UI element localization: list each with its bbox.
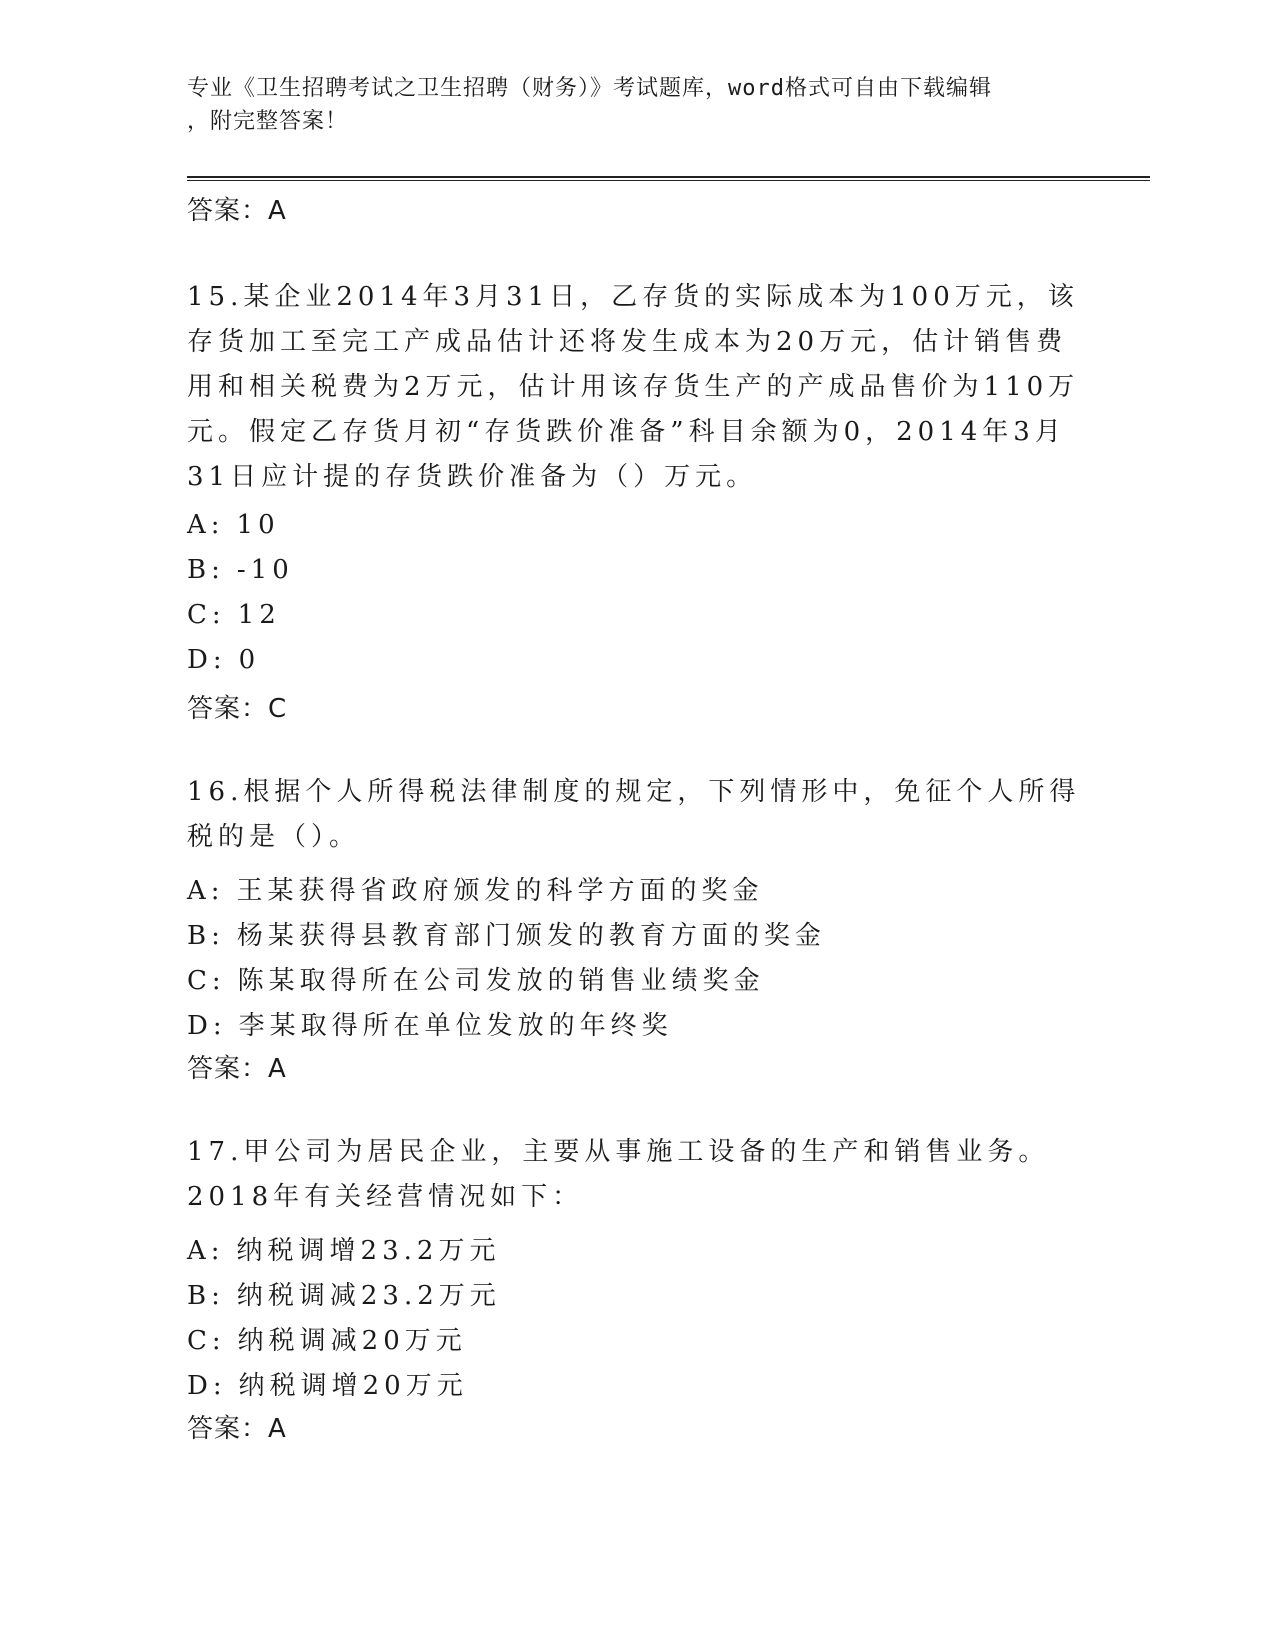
- option-key: B:: [187, 921, 225, 951]
- question-17-option-b: [187, 1275, 501, 1312]
- header-divider: [187, 176, 1150, 181]
- header-line-1: 专业《卫生招聘考试之卫生招聘（财务）》考试题库，word格式可自由下载编辑: [187, 76, 992, 101]
- option-text: 0: [238, 645, 261, 675]
- option-key: A:: [187, 876, 225, 906]
- option-key: D:: [187, 1371, 227, 1401]
- option-text: -10: [236, 555, 294, 585]
- option-key: C:: [187, 1326, 226, 1356]
- option-key: D:: [187, 645, 227, 675]
- option-key: D:: [187, 1011, 227, 1041]
- question-17-option-c: [187, 1320, 467, 1357]
- question-16-option-a: [187, 870, 764, 907]
- question-16-option-d: [187, 1005, 673, 1042]
- option-text: 王某获得省政府颁发的科学方面的奖金: [236, 876, 764, 906]
- question-16-answer: 答案：A: [187, 1054, 287, 1084]
- previous-answer: 答案：A: [187, 196, 287, 226]
- option-text: 杨某获得县教育部门颁发的教育方面的奖金: [236, 921, 826, 951]
- option-key: A:: [187, 510, 225, 540]
- question-17-stem: 17.甲公司为居民企业，主要从事施工设备的生产和销售业务。2018年有关经营情况如下：: [187, 1137, 1050, 1212]
- option-key: C:: [187, 600, 226, 630]
- header-line-2: ，附完整答案！: [187, 109, 349, 134]
- question-16-stem: 16.根据个人所得税法律制度的规定，下列情形中，免征个人所得税的是（）。: [187, 777, 1081, 852]
- question-15-option-d: [187, 645, 260, 675]
- option-text: 李某取得所在单位发放的年终奖: [238, 1011, 673, 1041]
- option-text: 陈某取得所在公司发放的销售业绩奖金: [237, 966, 765, 996]
- question-17-option-a: [187, 1230, 500, 1267]
- option-text: 10: [236, 510, 280, 540]
- option-key: A:: [187, 1236, 225, 1266]
- question-17-option-d: [187, 1365, 468, 1402]
- question-16-option-b: [187, 915, 826, 952]
- option-text: 纳税调减20万元: [237, 1326, 467, 1356]
- question-15-stem: 15.某企业2014年3月31日，乙存货的实际成本为100万元，该存货加工至完工产成品估计还将发生成本为20万元，估计销售费用和相关税费为2万元，估计用该存货生产的产成品售价为110万元。假定乙存货月初“存货跌价准备”科目余额为0，2014年3月31日应计提的存货跌价准备为（）万元。: [187, 282, 1080, 492]
- question-15-answer: 答案：C: [187, 694, 288, 724]
- question-15-option-c: [187, 600, 281, 630]
- option-text: 纳税调减23.2万元: [236, 1281, 501, 1311]
- question-15-option-a: [187, 510, 280, 540]
- option-text: 纳税调增23.2万元: [236, 1236, 501, 1266]
- option-key: B:: [187, 1281, 225, 1311]
- option-text: 纳税调增20万元: [238, 1371, 468, 1401]
- option-key: C:: [187, 966, 226, 996]
- document-header: [187, 72, 1087, 138]
- question-16-option-c: [187, 960, 765, 997]
- question-17-answer: 答案：A: [187, 1414, 287, 1444]
- option-text: 12: [237, 600, 281, 630]
- question-15-option-b: [187, 555, 294, 585]
- option-key: B:: [187, 555, 225, 585]
